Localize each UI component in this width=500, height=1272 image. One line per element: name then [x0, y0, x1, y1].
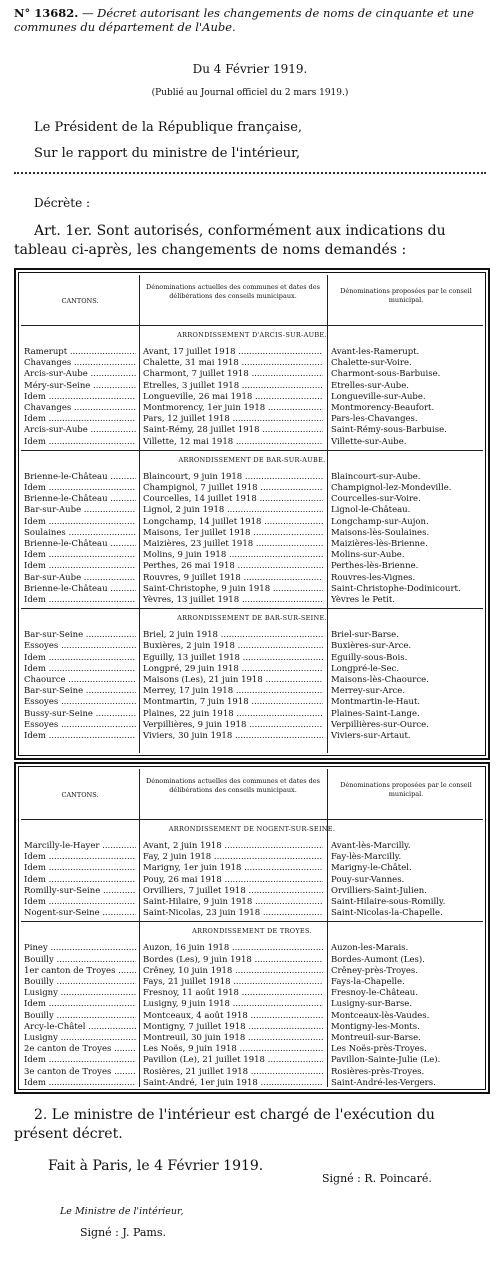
table-row — [21, 720, 483, 730]
table-row — [21, 369, 483, 379]
canton-cell: Arcy-le-Châtel ..... — [24, 1022, 136, 1032]
canton-cell: Brienne-le-Château ..... — [24, 584, 136, 594]
table-row — [21, 653, 483, 663]
current-name-cell: Fay, 2 juin 1918 ..... — [143, 852, 323, 862]
proposed-name-cell: Perthes-lès-Brienne. — [331, 561, 419, 572]
header-proposees: Dénominations proposées par le conseil municipal. — [340, 287, 472, 304]
current-name-cell: Briel, 2 juin 1918 ..... — [143, 630, 323, 640]
proposed-name-cell: Longueville-sur-Aube. — [331, 391, 426, 402]
canton-cell: Bussy-sur-Seine ..... — [24, 709, 136, 719]
canton-cell: Chavanges ..... — [24, 358, 136, 368]
table-row — [21, 908, 483, 918]
current-name-cell: Chalette, 31 mai 1918 ..... — [143, 358, 323, 368]
canton-cell: Lusigny ..... — [24, 988, 136, 998]
table-row — [21, 886, 483, 896]
canton-cell: Idem ..... — [24, 1055, 136, 1065]
table-row — [21, 483, 483, 493]
current-name-cell: Marigny, 1er juin 1918 ..... — [143, 863, 323, 873]
table-row — [21, 641, 483, 651]
canton-cell: Essoyes ..... — [24, 641, 136, 651]
section-title: ARRONDISSEMENT DE NOGENT-SUR-SEINE. — [168, 825, 336, 833]
current-name-cell: Étrelles, 3 juillet 1918 ..... — [143, 381, 323, 391]
proposed-name-cell: Étrelles-sur-Aube. — [331, 380, 409, 391]
current-name-cell: Merrey, 17 juin 1918 ..... — [143, 686, 323, 696]
proposed-name-cell: Maisons-lès-Soulaines. — [331, 527, 430, 538]
current-name-cell: Maizières, 23 juillet 1918 ..... — [143, 539, 323, 549]
table-row — [21, 1044, 483, 1054]
current-name-cell: Crêney, 10 juin 1918 ..... — [143, 966, 323, 976]
table-row — [21, 403, 483, 413]
section-title: ARRONDISSEMENT DE BAR-SUR-AUBE. — [178, 455, 326, 464]
canton-cell: Idem ..... — [24, 1078, 136, 1088]
canton-cell: Brienne-le-Château ..... — [24, 539, 136, 549]
table-row — [21, 977, 483, 987]
current-name-cell: Longpré, 29 juin 1918 ..... — [143, 664, 323, 674]
canton-cell: Bar-sur-Aube ..... — [24, 573, 136, 583]
canton-cell: Idem ..... — [24, 863, 136, 873]
table-row — [21, 584, 483, 594]
table-row — [21, 414, 483, 424]
table-part-1 — [14, 268, 490, 760]
table-row — [21, 472, 483, 482]
table-row — [21, 1022, 483, 1032]
proposed-name-cell: Yèvres le Petit. — [331, 595, 395, 605]
table-row — [21, 425, 483, 435]
publication-note: (Publié au Journal officiel du 2 mars 1919.) — [151, 88, 349, 98]
current-name-cell: Saint-Hilaire, 9 juin 1918 ..... — [143, 897, 323, 907]
ministre-label: Le Ministre de l'intérieur, — [60, 1206, 184, 1217]
decree-number: N° 13682. — [14, 6, 79, 20]
current-name-cell: Longchamp, 14 juillet 1918 ..... — [143, 517, 323, 527]
current-name-cell: Montreuil, 30 juin 1918 ..... — [143, 1033, 323, 1043]
canton-cell: Brienne-le-Château ..... — [24, 472, 136, 482]
canton-cell: Idem ..... — [24, 664, 136, 674]
table-row — [21, 664, 483, 674]
canton-cell: Bouilly ..... — [24, 977, 136, 987]
proposed-name-cell: Rouvres-les-Vignes. — [331, 572, 416, 583]
current-name-cell: Maisons, 1er juillet 1918 ..... — [143, 528, 323, 538]
current-name-cell: Courcelles, 14 juillet 1918 ..... — [143, 494, 323, 504]
current-name-cell: Lusigny, 9 juin 1918 ..... — [143, 999, 323, 1009]
proposed-name-cell: Lignol-le-Château. — [331, 505, 411, 516]
canton-cell: Idem ..... — [24, 999, 136, 1009]
proposed-name-cell: Montreuil-sur-Barse. — [331, 1033, 421, 1043]
proposed-name-cell: Verpillières-sur-Ource. — [331, 719, 429, 730]
proposed-name-cell: Pars-les-Chavanges. — [331, 414, 418, 425]
article-1: Art. 1er. Sont autorisés, conformément aux indications du tableau ci-après, les changements de noms demandés : — [14, 223, 446, 258]
canton-cell: Arcis-sur-Aube ..... — [24, 369, 136, 379]
current-name-cell: Avant, 17 juillet 1918 ..... — [143, 347, 323, 357]
canton-cell: Essoyes ..... — [24, 697, 136, 707]
current-name-cell: Eguilly, 13 juillet 1918 ..... — [143, 653, 323, 663]
proposed-name-cell: Longchamp-sur-Aujon. — [331, 516, 429, 527]
header-actuelles: Dénominations actuelles des communes et dates des délibérations des conseils municipaux. — [146, 283, 320, 300]
president-line: Le Président de la République française, — [34, 120, 303, 135]
table-row — [21, 358, 483, 368]
current-name-cell: Avant, 2 juin 1918 ..... — [143, 841, 323, 851]
header-actuelles: Dénominations actuelles des communes et dates des délibérations des conseils municipaux. — [146, 777, 320, 794]
header-cantons: CANTONS. — [61, 791, 99, 799]
table-row — [21, 630, 483, 640]
current-name-cell: Plaines, 22 juin 1918 ..... — [143, 709, 323, 719]
current-name-cell: Rouvres, 9 juillet 1918 ..... — [143, 573, 323, 583]
canton-cell: Essoyes ..... — [24, 720, 136, 730]
proposed-name-cell: Montigny-les-Monts. — [331, 1021, 420, 1032]
canton-cell: Chaource ..... — [24, 675, 136, 685]
current-name-cell: Perthes, 26 mai 1918 ..... — [143, 561, 323, 571]
current-name-cell: Longueville, 26 mai 1918 ..... — [143, 392, 323, 402]
current-name-cell: Maisons (Les), 21 juin 1918 ..... — [143, 675, 323, 685]
decree-date: Du 4 Février 1919. — [192, 62, 308, 76]
canton-cell: 1er canton de Troyes ..... — [24, 966, 136, 976]
canton-cell: Idem ..... — [24, 731, 136, 741]
current-name-cell: Bordes (Les), 9 juin 1918 ..... — [143, 955, 323, 965]
proposed-name-cell: Villette-sur-Aube. — [331, 436, 407, 447]
proposed-name-cell: Saint-Hilaire-sous-Romilly. — [331, 897, 446, 907]
proposed-name-cell: Maizières-lès-Brienne. — [331, 539, 428, 549]
canton-cell: Bar-sur-Aube ..... — [24, 505, 136, 515]
table-row — [21, 561, 483, 571]
fait-a-paris: Fait à Paris, le 4 Février 1919. — [48, 1158, 264, 1174]
current-name-cell: Saint-André, 1er juin 1918 ..... — [143, 1078, 323, 1088]
current-name-cell: Charmont, 7 juillet 1918 ..... — [143, 369, 323, 379]
proposed-name-cell: Courcelles-sur-Voire. — [331, 494, 421, 505]
canton-cell: Idem ..... — [24, 852, 136, 862]
president-signature: Signé : R. Poincaré. — [322, 1172, 432, 1185]
current-name-cell: Champignol, 7 juillet 1918 ..... — [143, 483, 323, 493]
table-row — [21, 381, 483, 391]
current-name-cell: Orvilliers, 7 juillet 1918 ..... — [143, 886, 323, 896]
canton-cell: Idem ..... — [24, 414, 136, 424]
canton-cell: Marcilly-le-Hayer ..... — [24, 841, 136, 851]
current-name-cell: Montigny, 7 juillet 1918 ..... — [143, 1022, 323, 1032]
header-proposees: Dénominations proposées par le conseil municipal. — [340, 781, 472, 798]
table-row — [21, 943, 483, 953]
table-row — [21, 988, 483, 998]
proposed-name-cell: Saint-Christophe-Dodinicourt. — [331, 583, 461, 594]
current-name-cell: Buxières, 2 juin 1918 ..... — [143, 641, 323, 651]
canton-cell: Idem ..... — [24, 595, 136, 605]
current-name-cell: Verpillières, 9 juin 1918 ..... — [143, 720, 323, 730]
table-row — [21, 505, 483, 515]
canton-cell: Soulaines ..... — [24, 528, 136, 538]
canton-cell: Idem ..... — [24, 653, 136, 663]
proposed-name-cell: Saint-André-les-Vergers. — [331, 1077, 436, 1088]
current-name-cell: Saint-Rémy, 28 juillet 1918 ..... — [143, 425, 323, 435]
canton-cell: Nogent-sur-Seine ..... — [24, 908, 136, 918]
header-rule — [21, 325, 483, 326]
canton-cell: Idem ..... — [24, 550, 136, 560]
current-name-cell: Lignol, 2 juin 1918 ..... — [143, 505, 323, 515]
proposed-name-cell: Plaines-Saint-Lange. — [331, 708, 420, 719]
section-rule — [21, 450, 483, 451]
table-row — [21, 550, 483, 560]
proposed-name-cell: Saint-Rémy-sous-Barbuise. — [331, 425, 447, 436]
canton-cell: Méry-sur-Seine ..... — [24, 381, 136, 391]
header-rule — [21, 819, 483, 820]
table-row — [21, 1011, 483, 1021]
proposed-name-cell: Pavillon-Sainte-Julie (Le). — [331, 1055, 441, 1066]
proposed-name-cell: Montmorency-Beaufort. — [331, 403, 435, 413]
canton-cell: Idem ..... — [24, 392, 136, 402]
proposed-name-cell: Maisons-lès-Chaource. — [331, 675, 429, 685]
proposed-name-cell: Merrey-sur-Arce. — [331, 686, 406, 697]
current-name-cell: Molins, 9 juin 1918 ..... — [143, 550, 323, 560]
table-row — [21, 539, 483, 549]
proposed-name-cell: Chalette-sur-Voire. — [331, 358, 412, 369]
canton-cell: Bar-sur-Seine ..... — [24, 686, 136, 696]
canton-cell: Arcis-sur-Aube ..... — [24, 425, 136, 435]
proposed-name-cell: Blaincourt-sur-Aube. — [331, 471, 421, 482]
table-part-2 — [14, 762, 490, 1094]
table-row — [21, 517, 483, 527]
table-row — [21, 347, 483, 357]
canton-cell: Lusigny ..... — [24, 1033, 136, 1043]
decree-header — [14, 6, 494, 34]
header-cantons: CANTONS. — [61, 297, 99, 305]
current-name-cell: Blaincourt, 9 juin 1918 ..... — [143, 472, 323, 482]
section-title: ARRONDISSEMENT DE BAR-SUR-SEINE. — [177, 614, 327, 623]
proposed-name-cell: Fays-la-Chapelle. — [331, 977, 405, 987]
table-row — [21, 1033, 483, 1043]
section-rule — [21, 921, 483, 922]
current-name-cell: Fresnoy, 11 août 1918 ..... — [143, 988, 323, 998]
current-name-cell: Les Noës, 9 juin 1918 ..... — [143, 1044, 323, 1054]
canton-cell: Bar-sur-Seine ..... — [24, 630, 136, 640]
proposed-name-cell: Lusigny-sur-Barse. — [331, 999, 413, 1010]
proposed-name-cell: Fresnoy-le-Château. — [331, 988, 418, 999]
proposed-name-cell: Charmont-sous-Barbuise. — [331, 369, 441, 380]
canton-cell: Bouilly ..... — [24, 1011, 136, 1021]
table-row — [21, 437, 483, 447]
decrete-label: Décrète : — [34, 196, 91, 210]
proposed-name-cell: Marigny-le-Châtel. — [331, 863, 412, 874]
proposed-name-cell: Crêney-près-Troyes. — [331, 965, 418, 976]
proposed-name-cell: Eguilly-sous-Bois. — [331, 652, 408, 663]
current-name-cell: Pavillon (Le), 21 juillet 1918 ..... — [143, 1055, 323, 1065]
table-row — [21, 1067, 483, 1077]
canton-cell: Ramerupt ..... — [24, 347, 136, 357]
section-title: ARRONDISSEMENT D'ARCIS-SUR-AUBE. — [177, 331, 327, 339]
table-row — [21, 675, 483, 685]
table-row — [21, 999, 483, 1009]
current-name-cell: Saint-Christophe, 9 juin 1918 ..... — [143, 584, 323, 594]
section-rule — [21, 608, 483, 609]
table-row — [21, 697, 483, 707]
current-name-cell: Yèvres, 13 juillet 1918 ..... — [143, 595, 323, 605]
table-row — [21, 494, 483, 504]
current-name-cell: Montceaux, 4 août 1918 ..... — [143, 1011, 323, 1021]
proposed-name-cell: Fay-lès-Marcilly. — [331, 852, 402, 863]
canton-cell: Piney ..... — [24, 943, 136, 953]
proposed-name-cell: Briel-sur-Barse. — [331, 630, 399, 641]
current-name-cell: Saint-Nicolas, 23 juin 1918 ..... — [143, 908, 323, 918]
current-name-cell: Pouy, 26 mai 1918 ..... — [143, 875, 323, 885]
canton-cell: 2e canton de Troyes ..... — [24, 1044, 136, 1054]
table-row — [21, 1078, 483, 1088]
table-row — [21, 573, 483, 583]
current-name-cell: Montmorency, 1er juin 1918 ..... — [143, 403, 323, 413]
current-name-cell: Fays, 21 juillet 1918 ..... — [143, 977, 323, 987]
table-row — [21, 731, 483, 741]
proposed-name-cell: Montmartin-le-Haut. — [331, 697, 421, 708]
table-row — [21, 875, 483, 885]
proposed-name-cell: Viviers-sur-Artaut. — [331, 731, 411, 741]
table-row — [21, 686, 483, 696]
table-body-1 — [21, 275, 483, 753]
current-name-cell: Viviers, 30 juin 1918 ..... — [143, 731, 323, 741]
table-row — [21, 1055, 483, 1065]
current-name-cell: Montmartin, 7 juin 1918 ..... — [143, 697, 323, 707]
canton-cell: Idem ..... — [24, 875, 136, 885]
rapport-line: Sur le rapport du ministre de l'intérieur, — [34, 146, 301, 161]
proposed-name-cell: Molins-sur-Aube. — [331, 550, 405, 561]
proposed-name-cell: Buxières-sur-Arce. — [331, 641, 412, 652]
current-name-cell: Rosières, 21 juillet 1918 ..... — [143, 1067, 323, 1077]
canton-cell: Idem ..... — [24, 561, 136, 571]
proposed-name-cell: Montceaux-lès-Vaudes. — [331, 1010, 430, 1021]
canton-cell: 3e canton de Troyes ..... — [24, 1067, 136, 1077]
article-2: 2. Le ministre de l'intérieur est chargé de l'exécution du présent décret. — [14, 1107, 435, 1142]
canton-cell: Idem ..... — [24, 483, 136, 493]
canton-cell: Romilly-sur-Seine ..... — [24, 886, 136, 896]
dotted-separator — [14, 172, 486, 174]
table-row — [21, 392, 483, 402]
table-body-2 — [21, 769, 483, 1087]
table-row — [21, 863, 483, 873]
proposed-name-cell: Champignol-lez-Mondeville. — [331, 483, 452, 493]
section-title: ARRONDISSEMENT DE TROYES. — [192, 927, 312, 936]
table-row — [21, 955, 483, 965]
table-row — [21, 841, 483, 851]
canton-cell: Idem ..... — [24, 897, 136, 907]
decree-title: — Décret autorisant les changements de noms de cinquante et une communes du département de l'Aube. — [14, 6, 474, 34]
proposed-name-cell: Saint-Nicolas-la-Chapelle. — [331, 908, 443, 919]
canton-cell: Idem ..... — [24, 437, 136, 447]
current-name-cell: Auzon, 16 juin 1918 ..... — [143, 943, 323, 953]
canton-cell: Brienne-le-Château ..... — [24, 494, 136, 504]
proposed-name-cell: Avant-les-Ramerupt. — [331, 347, 420, 357]
canton-cell: Idem ..... — [24, 517, 136, 527]
proposed-name-cell: Auzon-les-Marais. — [331, 943, 409, 954]
proposed-name-cell: Les Noës-près-Troyes. — [331, 1044, 427, 1055]
table-row — [21, 852, 483, 862]
proposed-name-cell: Avant-lès-Marcilly. — [331, 841, 411, 851]
table-row — [21, 709, 483, 719]
proposed-name-cell: Pouy-sur-Vannes. — [331, 874, 405, 885]
proposed-name-cell: Orvilliers-Saint-Julien. — [331, 885, 427, 896]
table-row — [21, 966, 483, 976]
current-name-cell: Villette, 12 mai 1918 ..... — [143, 437, 323, 447]
current-name-cell: Pars, 12 juillet 1918 ..... — [143, 414, 323, 424]
proposed-name-cell: Longpré-le-Sec. — [331, 663, 400, 674]
proposed-name-cell: Bordes-Aumont (Les). — [331, 954, 425, 965]
canton-cell: Bouilly ..... — [24, 955, 136, 965]
table-row — [21, 528, 483, 538]
canton-cell: Chavanges ..... — [24, 403, 136, 413]
proposed-name-cell: Rosières-près-Troyes. — [331, 1066, 425, 1077]
ministre-signature: Signé : J. Pams. — [80, 1226, 166, 1239]
table-row — [21, 595, 483, 605]
table-row — [21, 897, 483, 907]
